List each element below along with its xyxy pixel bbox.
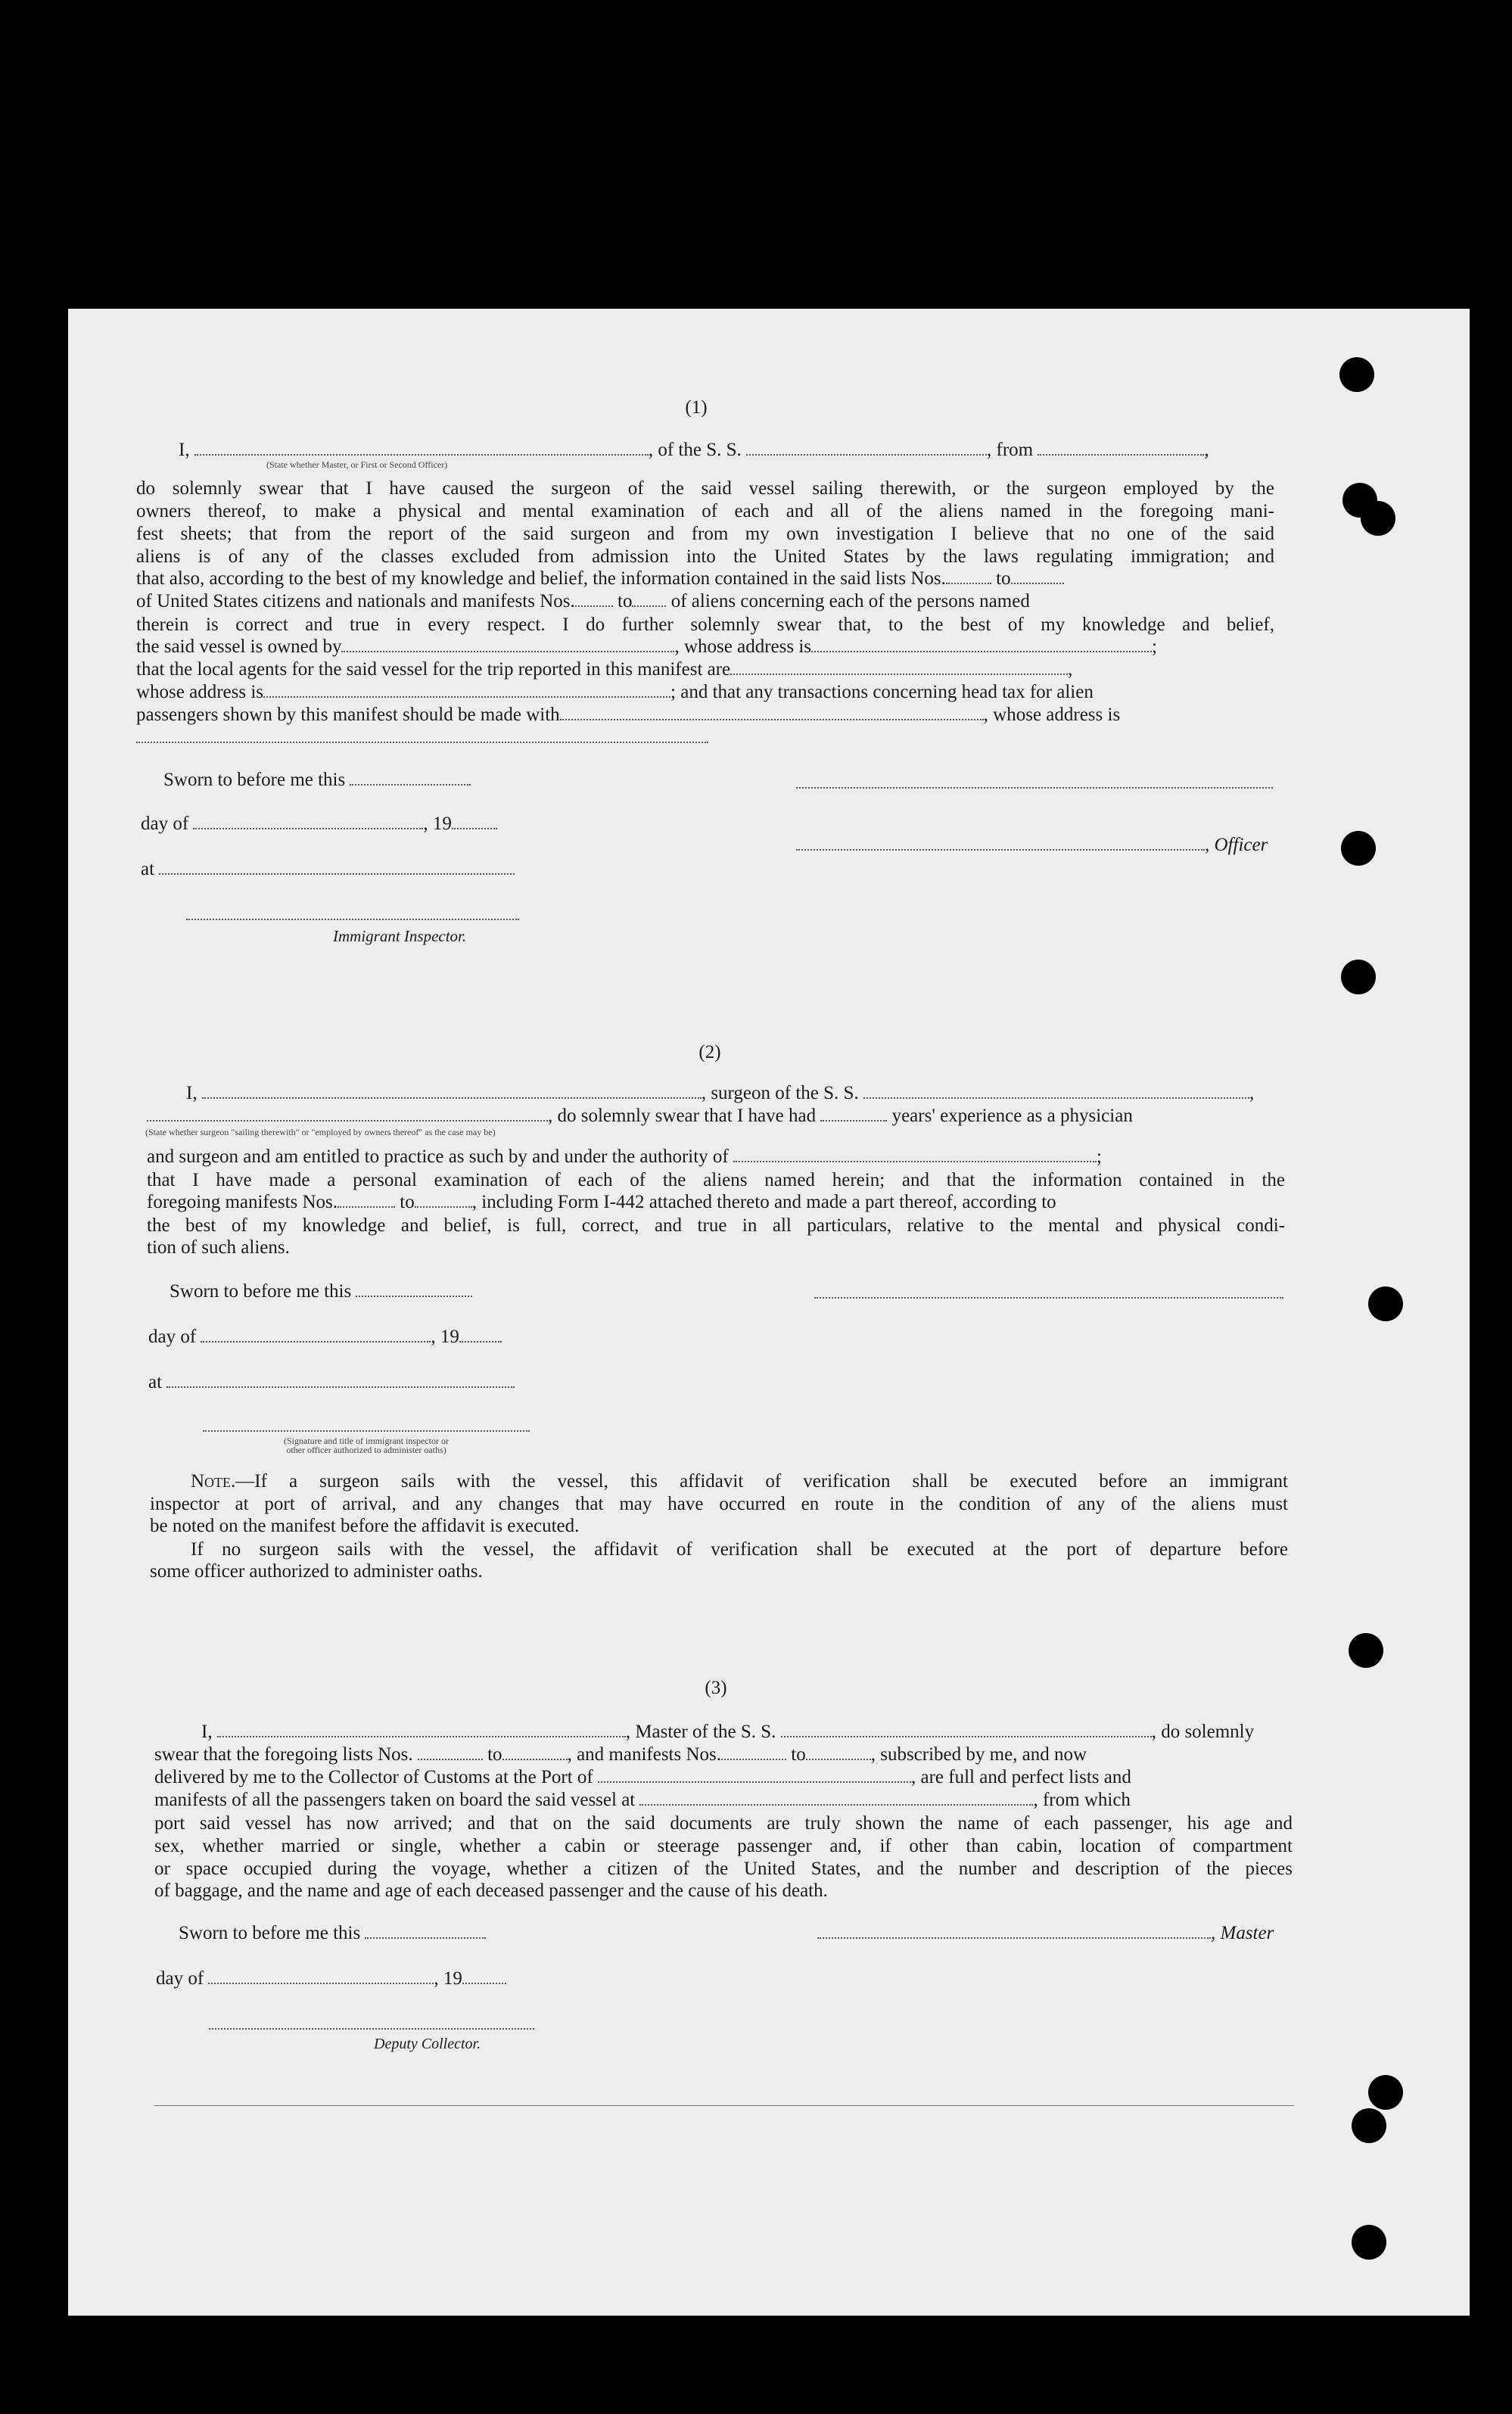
day-of-line: day of , 19 bbox=[148, 1326, 502, 1349]
officer-signature-blank-top bbox=[796, 787, 1273, 789]
punch-hole bbox=[1352, 2225, 1386, 2260]
collector-signature-blank bbox=[209, 2028, 534, 2030]
field-caption: (State whether Master, or First or Second Officer) bbox=[266, 459, 448, 470]
whose-address-line: whose address is ; and that any transactions concerning head tax for alien bbox=[136, 682, 1094, 702]
bottom-rule bbox=[154, 2105, 1294, 2106]
master-signature-line: , Master bbox=[817, 1922, 1274, 1945]
belief-line: the best of my knowledge and belief, is full, correct, and true in all particulars, relative to the mental and physical condi- bbox=[147, 1215, 1285, 1236]
sworn-line: Sworn to before me this bbox=[179, 1922, 486, 1945]
note-line: If no surgeon sails with the vessel, the affidavit of verification shall be executed at the port of departure before bbox=[191, 1539, 1288, 1560]
oath-para-line: or space occupied during the voyage, whether a citizen of the United States, and the number and description of the pieces bbox=[154, 1859, 1293, 1879]
signature-caption: other officer authorized to administer oaths) bbox=[286, 1445, 446, 1455]
day-of-line: day of , 19 bbox=[141, 813, 497, 835]
inspector-signature-blank bbox=[203, 1430, 530, 1432]
experience-line: , do solemnly swear that I have had years' experience as a physician bbox=[147, 1105, 1133, 1128]
punch-hole bbox=[1341, 831, 1376, 866]
note-line: be noted on the manifest before the affidavit is executed. bbox=[150, 1516, 580, 1536]
punch-hole bbox=[1368, 1286, 1403, 1321]
sworn-line: Sworn to before me this bbox=[163, 769, 471, 792]
condition-line: tion of such aliens. bbox=[147, 1237, 290, 1258]
punch-hole bbox=[1341, 960, 1376, 994]
oath-para-line: sex, whether married or single, whether a cabin or steerage passenger and, if other than cabin, location of compartment bbox=[154, 1836, 1293, 1856]
punch-hole bbox=[1339, 357, 1374, 392]
manifests-line: foregoing manifests Nos. to , including Form I-442 attached thereto and made a part thereof, according to bbox=[147, 1192, 1056, 1212]
section-1-number: (1) bbox=[685, 397, 708, 418]
citizens-line: of United States citizens and nationals and manifests Nos. to of aliens concerning each of the persons named bbox=[136, 591, 1030, 611]
lists-line: that also, according to the best of my knowledge and belief, the information contained in the said lists Nos. to bbox=[136, 568, 1064, 590]
field-caption: (State whether surgeon "sailing therewith" or "employed by owners thereof" as the case may be) bbox=[145, 1127, 496, 1137]
oath-para-line: do solemnly swear that I have caused the surgeon of the said vessel sailing therewith, or the surgeon employed by the bbox=[136, 478, 1274, 499]
note-line: inspector at port of arrival, and any changes that may have occurred en route in the condition of any of the aliens must bbox=[150, 1494, 1288, 1514]
examination-line: that I have made a personal examination of each of the aliens named herein; and that the information contained in the bbox=[147, 1170, 1285, 1190]
oath-para-line: owners thereof, to make a physical and mental examination of each and all of the aliens named in the foregoing mani- bbox=[136, 501, 1274, 521]
surgeon-line: I, , surgeon of the S. S. , bbox=[186, 1083, 1255, 1103]
lists-line: swear that the foregoing lists Nos. to , and manifests Nos. to , subscribed by me, and now bbox=[154, 1744, 1087, 1765]
oath-para-line: of baggage, and the name and age of each deceased passenger and the cause of his death. bbox=[154, 1880, 828, 1901]
note-line: Note.—If a surgeon sails with the vessel, this affidavit of verification shall be executed before an immigrant bbox=[191, 1471, 1288, 1492]
section-2-number: (2) bbox=[698, 1042, 721, 1062]
section-3-number: (3) bbox=[705, 1678, 727, 1698]
inspector-caption: Immigrant Inspector. bbox=[333, 927, 467, 945]
oath-line: I, , of the S. S. , from , bbox=[179, 440, 1209, 460]
collector-caption: Deputy Collector. bbox=[374, 2036, 481, 2052]
day-of-line: day of , 19 bbox=[156, 1968, 506, 1990]
owned-line: the said vessel is owned by , whose address is ; bbox=[136, 636, 1157, 657]
punch-hole bbox=[1368, 2075, 1403, 2110]
sworn-line: Sworn to before me this bbox=[170, 1280, 472, 1303]
master-line: I, , Master of the S. S. , do solemnly bbox=[201, 1722, 1255, 1742]
punch-hole bbox=[1349, 1633, 1383, 1668]
punch-hole bbox=[1352, 2108, 1386, 2143]
at-line: at bbox=[141, 858, 515, 881]
punch-hole bbox=[1361, 501, 1395, 536]
at-line: at bbox=[148, 1371, 515, 1394]
signature-caption: (Signature and title of immigrant inspector or bbox=[284, 1436, 449, 1446]
passengers-line: passengers shown by this manifest should be made with , whose address is bbox=[136, 705, 1121, 725]
address-blank bbox=[136, 742, 708, 743]
surgeon-signature-blank bbox=[814, 1297, 1283, 1299]
authority-line: and surgeon and am entitled to practice as such by and under the authority of ; bbox=[147, 1146, 1102, 1167]
note-line: some officer authorized to administer oaths. bbox=[150, 1561, 483, 1582]
inspector-signature-blank bbox=[186, 919, 519, 920]
board-line: manifests of all the passengers taken on board the said vessel at , from which bbox=[154, 1790, 1131, 1810]
oath-para-line: port said vessel has now arrived; and that on the said documents are truly shown the name of each passenger, his age and bbox=[154, 1813, 1293, 1834]
officer-line: , Officer bbox=[796, 834, 1268, 857]
oath-para-line: aliens is of any of the classes excluded from admission into the United States by the laws regulating immigration; and bbox=[136, 546, 1274, 567]
therein-line: therein is correct and true in every respect. I do further solemnly swear that, to the best of my knowledge and belief, bbox=[136, 614, 1274, 635]
oath-para-line: fest sheets; that from the report of the said surgeon and from my own investigation I believe that no one of the said bbox=[136, 524, 1274, 544]
agents-line: that the local agents for the said vessel for the trip reported in this manifest are , bbox=[136, 659, 1073, 680]
port-line: delivered by me to the Collector of Customs at the Port of , are full and perfect lists and bbox=[154, 1767, 1131, 1787]
